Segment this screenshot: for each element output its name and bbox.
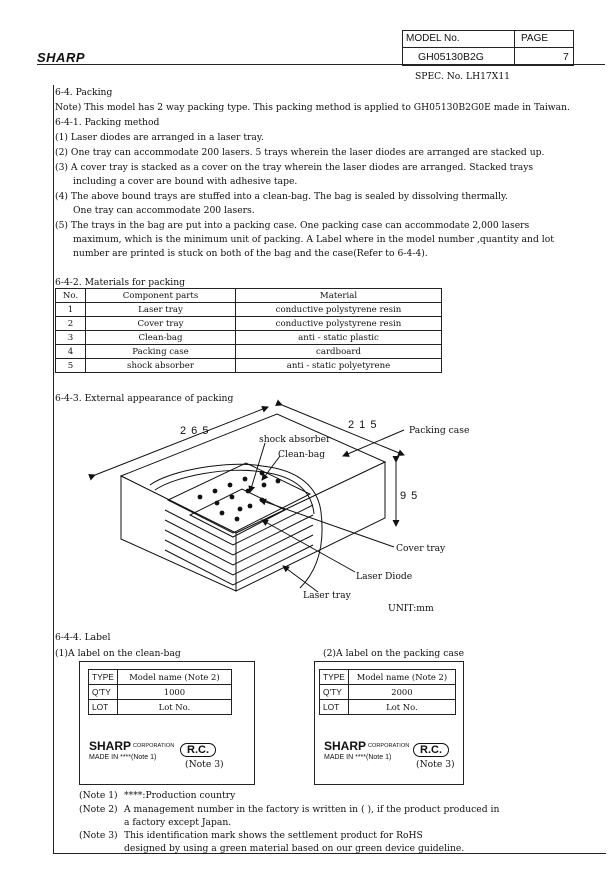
rc-mark: R.C. <box>180 738 216 757</box>
brand: SHARP <box>324 739 367 753</box>
made-in: MADE IN ****(Note 1) <box>324 754 392 761</box>
note-3-text: This identification mark shows the settlement product for RoHS <box>124 830 423 841</box>
cell-component: Packing case <box>86 345 236 359</box>
note-2-text: A management number in the factory is written in ( ), if the product produced in <box>124 804 500 815</box>
header-component: Component parts <box>86 289 236 303</box>
cell-material: anti - static plastic <box>236 331 442 345</box>
lot-key: LOT <box>89 700 118 715</box>
note-3-cont: designed by using a green material based on our green device guideline. <box>124 843 465 854</box>
callout-laser-diode: Laser Diode <box>356 571 413 582</box>
type-key: TYPE <box>320 670 349 685</box>
step-1: (1) Laser diodes are arranged in a laser tray. <box>55 132 264 143</box>
qty-key: Q'TY <box>89 685 118 700</box>
dim-height: 9 5 <box>400 490 419 502</box>
callout-clean-bag: Clean-bag <box>278 449 326 460</box>
type-value: Model name (Note 2) <box>348 670 455 685</box>
brand: SHARP <box>89 739 132 753</box>
step-5-cont: maximum, which is the minimum unit of packing. A Label where in the model number ,quantity and lot <box>73 234 554 245</box>
step-3: (3) A cover tray is stacked as a cover on the tray wherein the laser diodes are arranged. Stacked trays <box>55 162 534 173</box>
section-title: 6-4. Packing <box>55 87 113 98</box>
appearance-title: 6-4-3. External appearance of packing <box>55 393 234 404</box>
case-label-title: (2)A label on the packing case <box>323 648 465 659</box>
header-no: No. <box>56 289 86 303</box>
cell-component: shock absorber <box>86 359 236 373</box>
note-1-key: (Note 1) <box>79 790 118 801</box>
cell-no: 3 <box>56 331 86 345</box>
qty-value: 1000 <box>117 685 231 700</box>
note-1-text: ****:Production country <box>124 790 236 801</box>
section-note: Note) This model has 2 way packing type. This packing method is applied to GH05130B2G0E made in Taiwan. <box>55 102 570 113</box>
rc-note: (Note 3) <box>185 759 224 770</box>
cell-material: anti - static polyetyrene <box>236 359 442 373</box>
qty-key: Q'TY <box>320 685 349 700</box>
page-number: 7 <box>563 51 569 63</box>
cell-no: 1 <box>56 303 86 317</box>
qty-value: 2000 <box>348 685 455 700</box>
materials-title: 6-4-2. Materials for packing <box>55 277 186 288</box>
step-3-cont: including a cover are bound with adhesive tape. <box>73 176 298 187</box>
bag-label <box>79 661 255 785</box>
dim-width: 2 1 5 <box>348 419 378 431</box>
made-in: MADE IN ****(Note 1) <box>89 754 157 761</box>
cell-component: Cover tray <box>86 317 236 331</box>
callout-cover-tray: Cover tray <box>396 543 446 554</box>
unit-label: UNIT:mm <box>388 603 434 614</box>
lot-value: Lot No. <box>117 700 231 715</box>
cell-component: Clean-bag <box>86 331 236 345</box>
cell-no: 4 <box>56 345 86 359</box>
bag-label-title: (1)A label on the clean-bag <box>55 648 181 659</box>
callout-laser-tray: Laser tray <box>303 590 351 601</box>
page-label: PAGE <box>521 33 549 44</box>
step-2: (2) One tray can accommodate 200 lasers. 5 trays wherein the laser diodes are arranged are stacked up. <box>55 147 545 158</box>
case-label <box>314 661 464 785</box>
callout-packing-case: Packing case <box>409 425 470 436</box>
corp: CORPORATION <box>368 743 410 749</box>
cell-component: Laser tray <box>86 303 236 317</box>
note-2-key: (Note 2) <box>79 804 118 815</box>
header-material: Material <box>236 289 442 303</box>
model-value: GH05130B2G <box>418 51 484 63</box>
model-label: MODEL No. <box>406 33 460 44</box>
method-title: 6-4-1. Packing method <box>55 117 160 128</box>
cell-material: cardboard <box>236 345 442 359</box>
label-title: 6-4-4. Label <box>55 632 111 643</box>
cell-material: conductive polystyrene resin <box>236 317 442 331</box>
callout-shock-absorber: shock absorber <box>259 434 331 445</box>
cell-material: conductive polystyrene resin <box>236 303 442 317</box>
step-4: (4) The above bound trays are stuffed into a clean-bag. The bag is sealed by dissolving thermally. <box>55 191 508 202</box>
corp: CORPORATION <box>133 743 175 749</box>
step-4-cont: One tray can accommodate 200 lasers. <box>73 205 255 216</box>
cell-no: 5 <box>56 359 86 373</box>
step-5-cont2: number are printed is stuck on both of the bag and the case(Refer to 6-4-4). <box>73 248 428 259</box>
lot-key: LOT <box>320 700 349 715</box>
step-5: (5) The trays in the bag are put into a packing case. One packing case can accommodate 2,000 lasers <box>55 220 530 231</box>
rc-note: (Note 3) <box>416 759 455 770</box>
cell-no: 2 <box>56 317 86 331</box>
lot-value: Lot No. <box>348 700 455 715</box>
type-key: TYPE <box>89 670 118 685</box>
note-3-key: (Note 3) <box>79 830 118 841</box>
note-2-cont: a factory except Japan. <box>124 817 232 828</box>
rc-mark: R.C. <box>413 738 449 757</box>
spec-number: SPEC. No. LH17X11 <box>415 71 511 82</box>
sharp-logo: SHARP <box>37 50 86 65</box>
dim-length: 2 6 5 <box>180 425 210 437</box>
type-value: Model name (Note 2) <box>117 670 231 685</box>
